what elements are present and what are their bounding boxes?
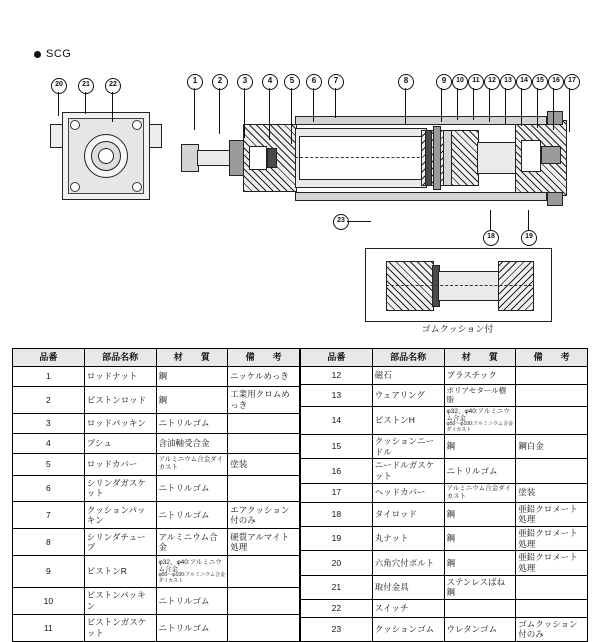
cell-no: 21 [301, 575, 373, 599]
cell-no: 23 [301, 617, 373, 641]
cell-remark: 亜鉛クロメート処理 [516, 527, 588, 551]
cell-remark: エアクッション付のみ [228, 502, 300, 529]
cell-name: ロッドパッキン [84, 414, 156, 434]
table-row [13, 387, 300, 414]
leader-line [291, 88, 292, 144]
cell-name: シリンダガスケット [84, 475, 156, 502]
cell-material: 鋼 [444, 527, 516, 551]
callout-3: 3 [237, 74, 253, 90]
table-row [301, 599, 588, 617]
cell-name: ピストンR [84, 556, 156, 587]
page-title-label: SCG [46, 48, 72, 60]
table-row [301, 435, 588, 459]
cell-material: ステンレスばね鋼 [444, 575, 516, 599]
callout-16: 16 [548, 74, 564, 90]
th-no-right: 品番 [301, 349, 373, 367]
cell-name: ロッドナット [84, 367, 156, 387]
cell-no: 18 [301, 502, 373, 526]
table-row [301, 367, 588, 385]
table-row [13, 475, 300, 502]
callout-9: 9 [436, 74, 452, 90]
cell-material [156, 556, 228, 587]
table-row [301, 575, 588, 599]
table-row [301, 406, 588, 434]
callout-15: 15 [532, 74, 548, 90]
assembly-drawing [0, 60, 600, 340]
leader-line [490, 210, 491, 230]
end-view-circle-inner [98, 148, 114, 164]
cell-material: ニトリルゴム [156, 414, 228, 434]
leader-line [441, 88, 442, 122]
cell-remark [228, 475, 300, 502]
th-remark-left: 備 考 [228, 349, 300, 367]
cell-name: スイッチ [372, 599, 444, 617]
cell-name: ピストンH [372, 406, 444, 434]
part-piston-rod [197, 150, 231, 166]
cell-remark: 亜鉛クロメート処理 [516, 551, 588, 575]
table-row [301, 502, 588, 526]
cell-material: アルミニウム合金ダイカスト [156, 454, 228, 475]
cell-name: タイロッド [372, 502, 444, 526]
part-round-nut [547, 111, 563, 125]
page-title [34, 48, 71, 60]
part-tie-rod [295, 116, 547, 125]
cell-material: プラスチック [444, 367, 516, 385]
cell-material-line2: φ50〜φ100:アルミニウム合金ダイカスト [446, 421, 514, 433]
cell-remark: 工業用クロムめっき [228, 387, 300, 414]
cell-name: ピストンパッキン [84, 587, 156, 614]
detail-frame [365, 248, 552, 322]
part-bush [267, 148, 277, 168]
mount-ear-right [148, 124, 162, 148]
center-line [295, 157, 425, 158]
end-view [50, 108, 160, 203]
leader-line [244, 88, 245, 138]
callout-18: 18 [483, 230, 499, 246]
cell-no: 20 [301, 551, 373, 575]
cell-material: ニトリルゴム [444, 459, 516, 483]
cell-no: 2 [13, 387, 85, 414]
callout-23: 23 [333, 214, 349, 230]
part-piston-packing [425, 130, 432, 186]
leader-line [194, 88, 195, 130]
cell-remark [516, 459, 588, 483]
cell-remark [516, 406, 588, 434]
part-cylinder-bore [299, 136, 423, 180]
cell-name: クッションゴム [372, 617, 444, 641]
callout-17: 17 [564, 74, 580, 90]
cell-material: ニトリルゴム [156, 502, 228, 529]
cell-remark [228, 434, 300, 454]
table-row [301, 617, 588, 641]
table-row [301, 551, 588, 575]
cell-name: ピストンロッド [84, 387, 156, 414]
cell-material: アルミニウム合金 [156, 529, 228, 556]
callout-22: 22 [105, 78, 121, 94]
cell-no: 1 [13, 367, 85, 387]
callout-8: 8 [398, 74, 414, 90]
cell-material: 鋼 [444, 502, 516, 526]
leader-line [457, 88, 458, 120]
leader-line [553, 88, 554, 130]
bullet-icon [34, 51, 41, 58]
bolt-hole [70, 120, 80, 130]
cell-name: クッションニードル [372, 435, 444, 459]
cell-remark [228, 614, 300, 641]
cell-no: 3 [13, 414, 85, 434]
cell-name: ニードルガスケット [372, 459, 444, 483]
cell-material: 鋼 [156, 387, 228, 414]
table-row [13, 502, 300, 529]
callout-2: 2 [212, 74, 228, 90]
parts-table-left [12, 348, 300, 642]
leader-line [347, 221, 371, 222]
callout-13: 13 [500, 74, 516, 90]
leader-line [335, 88, 336, 118]
detail-view [365, 248, 550, 338]
cell-material: 鋼 [444, 435, 516, 459]
detail-center-line [386, 285, 532, 286]
cell-no: 11 [13, 614, 85, 641]
cell-name: 六角穴付ボルト [372, 551, 444, 575]
th-material-right: 材 質 [444, 349, 516, 367]
cell-material: ニトリルゴム [156, 475, 228, 502]
bolt-hole [132, 120, 142, 130]
table-row [13, 529, 300, 556]
cell-no: 7 [13, 502, 85, 529]
cell-remark [516, 385, 588, 407]
leader-line [473, 88, 474, 120]
leader-line [405, 88, 406, 124]
callout-7: 7 [328, 74, 344, 90]
cell-no: 22 [301, 599, 373, 617]
part-head-rod [477, 142, 517, 174]
cell-name: ピストンガスケット [84, 614, 156, 641]
part-round-nut [547, 192, 563, 206]
cell-no: 8 [13, 529, 85, 556]
cell-remark [516, 367, 588, 385]
table-row [13, 434, 300, 454]
table-row [13, 454, 300, 475]
callout-5: 5 [284, 74, 300, 90]
part-needle-gasket [521, 140, 541, 172]
th-name-right: 部品名称 [372, 349, 444, 367]
callout-20: 20 [51, 78, 67, 94]
callout-6: 6 [306, 74, 322, 90]
th-no-left: 品番 [13, 349, 85, 367]
cell-remark [228, 414, 300, 434]
cell-no: 17 [301, 483, 373, 502]
cell-name: クッションパッキン [84, 502, 156, 529]
table-row [13, 556, 300, 587]
cell-remark: 硬質アルマイト処理 [228, 529, 300, 556]
cell-no: 19 [301, 527, 373, 551]
cell-no: 15 [301, 435, 373, 459]
callout-4: 4 [262, 74, 278, 90]
callout-1: 1 [187, 74, 203, 90]
leader-line [58, 92, 59, 116]
leader-line [528, 210, 529, 230]
cell-material: ニトリルゴム [156, 614, 228, 641]
cell-material: 含油軸受合金 [156, 434, 228, 454]
cross-section-view [175, 80, 575, 275]
bolt-hole [132, 182, 142, 192]
table-row [13, 414, 300, 434]
detail-piston [438, 271, 500, 301]
bolt-hole [70, 182, 80, 192]
callout-11: 11 [468, 74, 484, 90]
cell-remark: 塗装 [228, 454, 300, 475]
cell-name: 取付金具 [372, 575, 444, 599]
leader-line [569, 88, 570, 132]
cell-no: 9 [13, 556, 85, 587]
part-tie-rod [295, 192, 547, 201]
th-material-left: 材 質 [156, 349, 228, 367]
detail-caption: ゴムクッション付 [421, 324, 494, 334]
part-magnet [433, 126, 441, 190]
cell-remark [228, 556, 300, 587]
callout-14: 14 [516, 74, 532, 90]
cell-material-line1: φ32、φ40:アルミニウム合金 [158, 559, 222, 574]
cell-no: 4 [13, 434, 85, 454]
table-row [301, 527, 588, 551]
part-rod-packing [249, 146, 267, 170]
cell-name: ウェアリング [372, 385, 444, 407]
cell-no: 6 [13, 475, 85, 502]
cell-material: ポリアセタール樹脂 [444, 385, 516, 407]
cell-name: 丸ナット [372, 527, 444, 551]
callout-19: 19 [521, 230, 537, 246]
detail-cover [386, 261, 434, 311]
cell-no: 16 [301, 459, 373, 483]
cell-material: ウレタンゴム [444, 617, 516, 641]
cell-remark: 亜鉛クロメート処理 [516, 502, 588, 526]
leader-line [489, 88, 490, 122]
th-name-left: 部品名称 [84, 349, 156, 367]
cell-material: 鋼 [444, 551, 516, 575]
part-piston-h [451, 130, 479, 186]
cell-remark [516, 575, 588, 599]
part-cushion-needle [541, 146, 561, 164]
cell-remark: ゴムクッション付のみ [516, 617, 588, 641]
leader-line [537, 88, 538, 128]
table-row [13, 587, 300, 614]
callout-10: 10 [452, 74, 468, 90]
detail-head [498, 261, 534, 311]
cell-material [444, 599, 516, 617]
cell-material: 鋼 [156, 367, 228, 387]
parts-tables [12, 348, 588, 642]
cell-remark [228, 587, 300, 614]
table-row [301, 483, 588, 502]
leader-line [521, 88, 522, 126]
callout-21: 21 [78, 78, 94, 94]
parts-table-right [300, 348, 588, 642]
table-row [301, 459, 588, 483]
cell-no: 14 [301, 406, 373, 434]
callout-12: 12 [484, 74, 500, 90]
table-row [13, 614, 300, 641]
leader-line [112, 92, 113, 122]
cell-material [444, 406, 516, 434]
cell-name: ロッドカバー [84, 454, 156, 475]
cell-material: アルミニウム合金ダイカスト [444, 483, 516, 502]
cell-name: ブシュ [84, 434, 156, 454]
cell-material: ニトリルゴム [156, 587, 228, 614]
cell-remark: ニッケルめっき [228, 367, 300, 387]
cell-name: ヘッドカバー [372, 483, 444, 502]
cell-remark [516, 599, 588, 617]
cell-name: 磁石 [372, 367, 444, 385]
cell-no: 13 [301, 385, 373, 407]
cell-remark: 鋼白金 [516, 435, 588, 459]
cell-no: 5 [13, 454, 85, 475]
cell-remark: 塗装 [516, 483, 588, 502]
table-row [301, 385, 588, 407]
leader-line [85, 92, 86, 114]
leader-line [313, 88, 314, 122]
table-row [13, 367, 300, 387]
cell-no: 12 [301, 367, 373, 385]
leader-line [505, 88, 506, 124]
th-remark-right: 備 考 [516, 349, 588, 367]
cell-material-line2: φ50〜φ100:アルミニウム合金ダイカスト [158, 572, 226, 584]
leader-line [219, 88, 220, 134]
cell-no: 10 [13, 587, 85, 614]
cell-material-line1: φ32、φ40:アルミニウム合金 [446, 407, 510, 422]
leader-line [269, 88, 270, 140]
cell-name: シリンダチューブ [84, 529, 156, 556]
